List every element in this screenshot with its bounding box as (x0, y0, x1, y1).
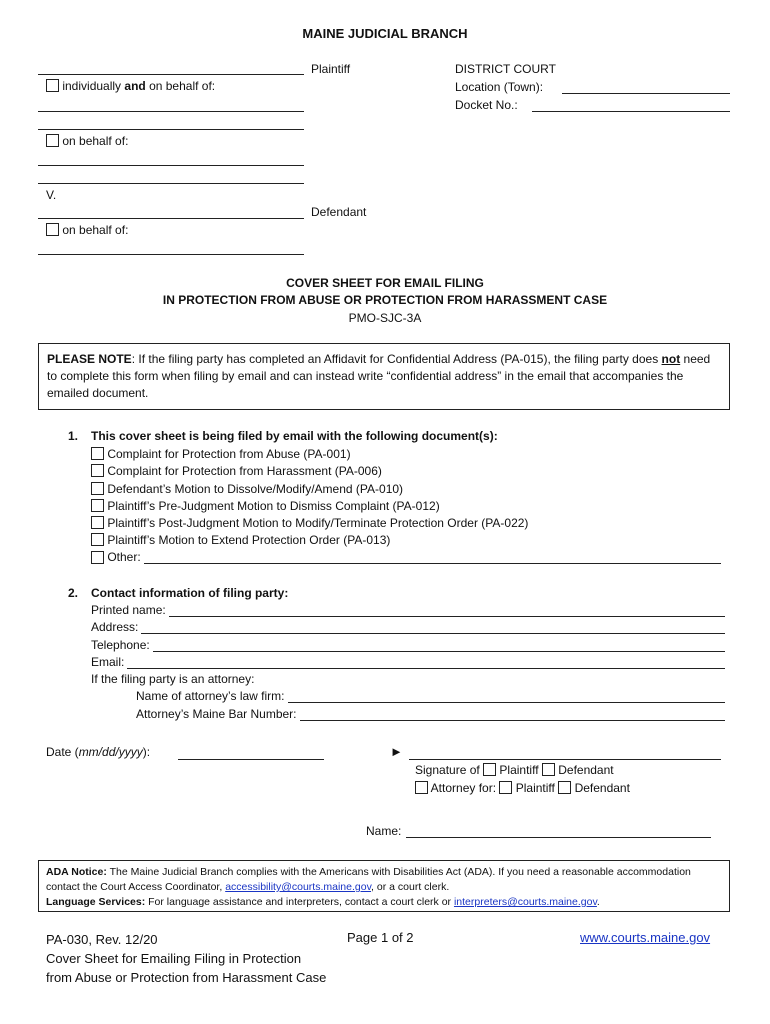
date-field[interactable] (178, 759, 324, 760)
form-title-line-1: COVER SHEET FOR EMAIL FILING (286, 276, 484, 290)
section-1-number: 1. (68, 429, 79, 443)
bar-number-label: Attorney’s Maine Bar Number: (136, 707, 297, 721)
document-checkbox[interactable] (91, 499, 104, 512)
attorney-for-label: Attorney for: (430, 781, 497, 795)
name-field[interactable] (406, 837, 711, 838)
accessibility-email-link[interactable]: accessibility@courts.maine.gov (225, 881, 372, 893)
printed-name-label: Printed name: (91, 603, 166, 617)
other-row (91, 550, 721, 564)
versus-label: V. (46, 188, 57, 202)
document-checkbox[interactable] (91, 533, 104, 546)
defendant-label: Defendant (311, 205, 367, 219)
footer-form-id: PA-030, Rev. 12/20 (46, 932, 158, 947)
email-label: Email: (91, 655, 125, 669)
section-2-number: 2. (68, 586, 79, 600)
signature-defendant-label: Defendant (558, 763, 614, 777)
address-label: Address: (91, 620, 139, 634)
date-label-close: ): (142, 745, 151, 759)
form-code: PMO-SJC-3A (348, 311, 422, 325)
signature-plaintiff-label: Plaintiff (499, 763, 539, 777)
document-label: Defendant’s Motion to Dissolve/Modify/Amend (PA-010) (107, 481, 404, 496)
signature-of-label: Signature of (415, 763, 480, 777)
plaintiff-name-line[interactable] (38, 74, 304, 75)
behalf-line-4[interactable] (38, 183, 304, 184)
email-field[interactable] (127, 657, 725, 669)
attorney-defendant-checkbox[interactable] (558, 781, 571, 794)
attorney-for-checkbox[interactable] (415, 781, 428, 794)
date-format: mm/dd/yyyy (78, 745, 143, 759)
law-firm-label: Name of attorney’s law firm: (136, 689, 285, 703)
individually-checkbox[interactable] (46, 79, 59, 92)
date-label (46, 745, 150, 759)
docket-label: Docket No.: (455, 98, 518, 112)
on-behalf-checkbox-1[interactable] (46, 134, 59, 147)
other-field[interactable] (144, 552, 721, 564)
plaintiff-behalf-line-2[interactable] (38, 129, 304, 130)
document-label: Complaint for Protection from Harassment (PA-006) (107, 464, 382, 479)
document-label: Plaintiff’s Pre-Judgment Motion to Dismiss Complaint (PA-012) (107, 498, 440, 513)
printed-name-row (91, 603, 725, 617)
address-field[interactable] (141, 622, 725, 634)
telephone-row (91, 638, 725, 652)
and-text: and (124, 79, 146, 93)
telephone-field[interactable] (153, 640, 725, 652)
document-label: Complaint for Protection from Abuse (PA-001) (107, 447, 351, 461)
document-checkbox[interactable] (91, 464, 104, 477)
individually-row (46, 79, 215, 93)
location-label: Location (Town): (455, 80, 544, 94)
language-end: . (596, 896, 600, 908)
interpreters-email-link[interactable]: interpreters@courts.maine.gov (453, 896, 597, 908)
signature-arrow-icon: ► (390, 744, 403, 759)
ada-lead: ADA Notice: (46, 866, 107, 878)
section-2-heading: Contact information of filing party: (91, 586, 289, 600)
attorney-plaintiff-label: Plaintiff (515, 781, 555, 795)
plaintiff-behalf-line-1[interactable] (38, 111, 304, 112)
other-label: Other: (107, 550, 141, 564)
law-firm-field[interactable] (288, 691, 726, 703)
court-system-title: MAINE JUDICIAL BRANCH (302, 26, 468, 41)
law-firm-row (136, 689, 725, 703)
on-behalf-row-1 (46, 134, 128, 148)
ada-end: , or a court clerk. (371, 881, 450, 893)
document-list (91, 446, 528, 550)
on-behalf-text: on behalf of: (145, 79, 216, 93)
document-option[interactable] (91, 463, 528, 480)
page-number: Page 1 of 2 (347, 930, 414, 945)
document-option[interactable] (91, 481, 528, 498)
name-label: Name: (366, 824, 402, 838)
ada-notice-box (38, 860, 730, 912)
telephone-label: Telephone: (91, 638, 150, 652)
language-text: For language assistance and interpreters, contact a court clerk or (145, 896, 454, 908)
note-text-1: : If the filing party has completed an Affidavit for Confidential Address (PA-015), the filing party does (131, 352, 662, 366)
email-row (91, 655, 725, 669)
signature-defendant-checkbox[interactable] (542, 763, 555, 776)
signature-field[interactable] (409, 759, 721, 760)
on-behalf-label-2: on behalf of: (62, 223, 129, 237)
other-checkbox[interactable] (91, 551, 104, 564)
note-text-2: need to complete this form when filing by email and can instead write “confidential address” in the email that accompanies the emailed document. (47, 352, 711, 400)
document-option[interactable] (91, 515, 528, 532)
printed-name-field[interactable] (169, 605, 725, 617)
on-behalf-row-2 (46, 223, 128, 237)
docket-field[interactable] (532, 111, 730, 112)
document-label: Plaintiff’s Motion to Extend Protection Order (PA-013) (107, 533, 391, 548)
form-title-line-2: IN PROTECTION FROM ABUSE OR PROTECTION FROM HARASSMENT CASE (162, 293, 608, 307)
document-label: Plaintiff’s Post-Judgment Motion to Modify/Terminate Protection Order (PA-022) (107, 516, 529, 531)
language-lead: Language Services: (46, 896, 146, 908)
address-row (91, 620, 725, 634)
plaintiff-label: Plaintiff (311, 62, 351, 76)
defendant-name-line[interactable] (38, 218, 304, 219)
defendant-behalf-line[interactable] (38, 254, 304, 255)
signature-plaintiff-checkbox[interactable] (483, 763, 496, 776)
behalf-line-3[interactable] (38, 165, 304, 166)
attorney-defendant-label: Defendant (574, 781, 630, 795)
bar-number-field[interactable] (300, 709, 725, 721)
document-checkbox[interactable] (91, 482, 104, 495)
attorney-plaintiff-checkbox[interactable] (499, 781, 512, 794)
document-checkbox[interactable] (91, 516, 104, 529)
document-option[interactable] (91, 498, 528, 515)
on-behalf-label-1: on behalf of: (62, 134, 129, 148)
footer-title-line-2: from Abuse or Protection from Harassment Case (46, 970, 327, 985)
attorney-intro: If the filing party is an attorney: (91, 672, 255, 686)
attorney-for-row (415, 781, 630, 795)
document-option[interactable] (91, 532, 528, 549)
signature-of-row (415, 763, 614, 777)
note-lead: PLEASE NOTE (47, 352, 132, 366)
court-name: DISTRICT COURT (455, 62, 556, 76)
document-checkbox[interactable] (91, 447, 104, 460)
location-field[interactable] (562, 93, 730, 94)
individually-text: individually (62, 79, 125, 93)
bar-number-row (136, 707, 725, 721)
section-1-heading: This cover sheet is being filed by email with the following document(s): (91, 429, 498, 443)
on-behalf-checkbox-2[interactable] (46, 223, 59, 236)
footer-form-info (46, 930, 326, 987)
date-label-open: Date ( (46, 745, 79, 759)
note-not: not (661, 352, 681, 366)
footer-title-line-1: Cover Sheet for Emailing Filing in Protection (46, 951, 302, 966)
ada-text: The Maine Judicial Branch complies with the Americans with Disabilities Act (ADA). If you need a reasonable accommodation contact the Court Access Coordinator, (46, 866, 691, 893)
please-note-box (38, 343, 730, 410)
document-option[interactable] (91, 446, 528, 463)
website-link[interactable]: www.courts.maine.gov (580, 930, 711, 945)
